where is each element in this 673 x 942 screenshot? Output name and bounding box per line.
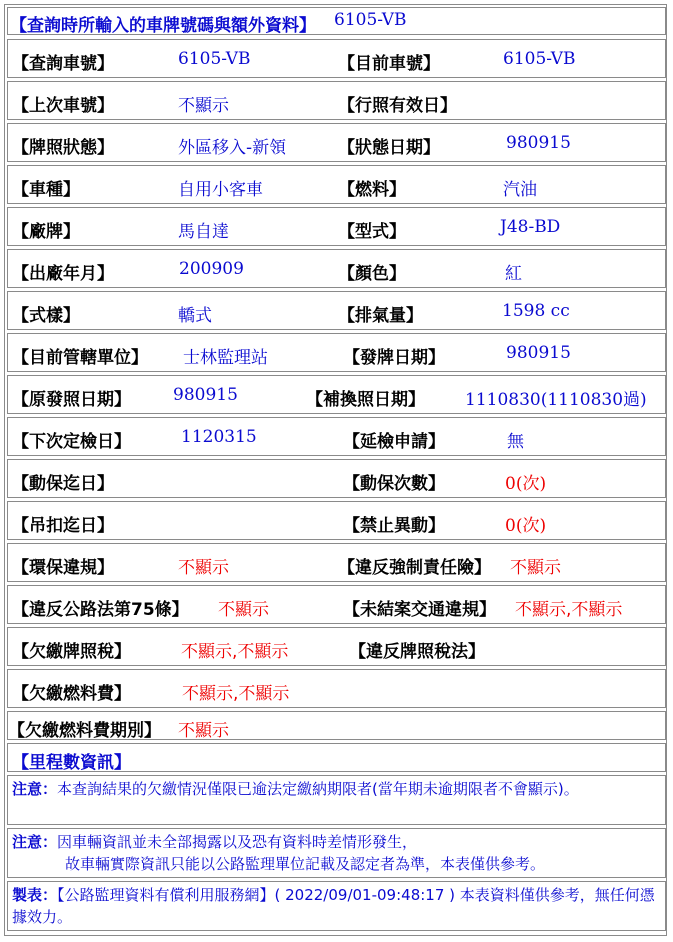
- prev-plate-value: 不顯示: [178, 96, 229, 116]
- row-env: [7, 543, 666, 582]
- note-source-text: [12, 884, 661, 928]
- fuel-value: 汽油: [503, 180, 537, 200]
- plate-status-value: 外區移入-新領: [178, 138, 287, 158]
- color-label: 【顏色】: [338, 264, 406, 284]
- reissue-label: 【補換照日期】: [306, 390, 425, 410]
- mfg-date-value: 200909: [179, 259, 244, 279]
- next-inspect-value: 1120315: [181, 427, 257, 447]
- reissue-value: 1110830(1110830過): [465, 390, 647, 410]
- query-plate-value: 6105-VB: [178, 49, 251, 69]
- insurance-value: 不顯示: [510, 558, 561, 578]
- note-disclaimer-line2: 故車輛實際資訊只能以公路監理單位記載及認定者為準，本表僅供參考。: [65, 855, 546, 873]
- note-source: [7, 881, 666, 931]
- mileage-title: 【里程數資訊】: [12, 753, 131, 773]
- note-disclaimer-line1: 因車輛資訊並未全部揭露以及恐有資料時差情形發生，: [57, 833, 418, 851]
- env-value: 不顯示: [178, 558, 229, 578]
- status-date-value: 980915: [506, 133, 571, 153]
- lien-count-value: 0(次): [505, 474, 547, 494]
- header-title: 【查詢時所輸入的車牌號碼與額外資料】: [10, 16, 316, 36]
- row-suspension: [7, 501, 666, 540]
- row-mfg-date: [7, 249, 666, 288]
- note-disclaimer-text: [12, 831, 661, 875]
- row-fuel-fee: [7, 669, 666, 708]
- note-disclaimer: [7, 828, 666, 878]
- prev-plate-label: 【上次車號】: [12, 96, 114, 116]
- model-value: J48-BD: [500, 217, 561, 237]
- issue-date-label: 【發牌日期】: [343, 348, 445, 368]
- env-label: 【環保違規】: [12, 558, 114, 578]
- row-lien: [7, 459, 666, 498]
- row-fuel-fee-type: [7, 711, 666, 740]
- row-prev-plate: [7, 81, 666, 120]
- orig-license-label: 【原發照日期】: [12, 390, 131, 410]
- status-date-label: 【狀態日期】: [338, 138, 440, 158]
- road-law-label: 【違反公路法第75條】: [12, 600, 189, 620]
- note-overdue: [7, 775, 666, 825]
- color-value: 紅: [505, 264, 522, 284]
- vehicle-type-label: 【車種】: [12, 180, 80, 200]
- query-plate-label: 【查詢車號】: [12, 54, 114, 74]
- no-transfer-value: 0(次): [505, 516, 547, 536]
- current-plate-label: 【目前車號】: [338, 54, 440, 74]
- row-vehicle-type: [7, 165, 666, 204]
- lien-until-label: 【動保迄日】: [12, 474, 114, 494]
- model-label: 【型式】: [338, 222, 406, 242]
- note-disclaimer-prefix: 注意：: [12, 833, 58, 851]
- row-violations: [7, 585, 666, 624]
- tax-law-label: 【違反牌照稅法】: [349, 642, 485, 662]
- no-transfer-label: 【禁止異動】: [343, 516, 445, 536]
- current-plate-value: 6105-VB: [503, 49, 576, 69]
- traffic-value: 不顯示,不顯示: [515, 600, 623, 620]
- orig-license-value: 980915: [173, 385, 238, 405]
- row-plate: [7, 39, 666, 78]
- displacement-value: 1598 cc: [502, 301, 570, 321]
- office-value: 士林監理站: [183, 348, 268, 368]
- plate-status-label: 【牌照狀態】: [12, 138, 114, 158]
- license-valid-label: 【行照有效日】: [338, 96, 457, 116]
- road-law-value: 不顯示: [218, 600, 269, 620]
- insurance-label: 【違反強制責任險】: [338, 558, 491, 578]
- issue-date-value: 980915: [506, 343, 571, 363]
- mfg-date-label: 【出廠年月】: [12, 264, 114, 284]
- fuel-fee-type-label: 【欠繳燃料費期別】: [8, 721, 161, 741]
- delay-value: 無: [507, 432, 524, 452]
- style-value: 轎式: [178, 306, 212, 326]
- row-office: [7, 333, 666, 372]
- delay-label: 【延檢申請】: [343, 432, 445, 452]
- brand-label: 【廠牌】: [12, 222, 80, 242]
- vehicle-type-value: 自用小客車: [178, 180, 263, 200]
- office-label: 【目前管轄單位】: [12, 348, 148, 368]
- suspend-until-label: 【吊扣迄日】: [12, 516, 114, 536]
- displacement-label: 【排氣量】: [338, 306, 423, 326]
- row-plate-status: [7, 123, 666, 162]
- mileage-section: [7, 743, 666, 772]
- note-overdue-text: [12, 778, 661, 800]
- brand-value: 馬自達: [178, 222, 229, 242]
- traffic-label: 【未結案交通違規】: [343, 600, 496, 620]
- fuel-fee-type-value: 不顯示: [178, 721, 229, 741]
- note-overdue-body: 本查詢結果的欠繳情況僅限已逾法定繳納期限者(當年期未逾期限者不會顯示)。: [57, 780, 579, 798]
- note-source-prefix: 製表：: [12, 886, 58, 904]
- fuel-fee-value: 不顯示,不顯示: [182, 684, 290, 704]
- row-brand: [7, 207, 666, 246]
- header-row: [7, 7, 666, 35]
- row-license-dates: [7, 375, 666, 414]
- fuel-fee-label: 【欠繳燃料費】: [12, 684, 131, 704]
- row-tax: [7, 627, 666, 666]
- fuel-label: 【燃料】: [338, 180, 406, 200]
- row-inspection: [7, 417, 666, 456]
- note-source-body: 【公路監理資料有償利用服務網】( 2022/09/01-09:48:17 ) 本表資料僅供參考，無任何憑據效力。: [12, 886, 655, 926]
- note-overdue-prefix: 注意：: [12, 780, 58, 798]
- tax-due-value: 不顯示,不顯示: [181, 642, 289, 662]
- lien-count-label: 【動保次數】: [343, 474, 445, 494]
- tax-due-label: 【欠繳牌照稅】: [12, 642, 131, 662]
- style-label: 【式樣】: [12, 306, 80, 326]
- next-inspect-label: 【下次定檢日】: [12, 432, 131, 452]
- header-plate: 6105-VB: [334, 10, 407, 30]
- row-style: [7, 291, 666, 330]
